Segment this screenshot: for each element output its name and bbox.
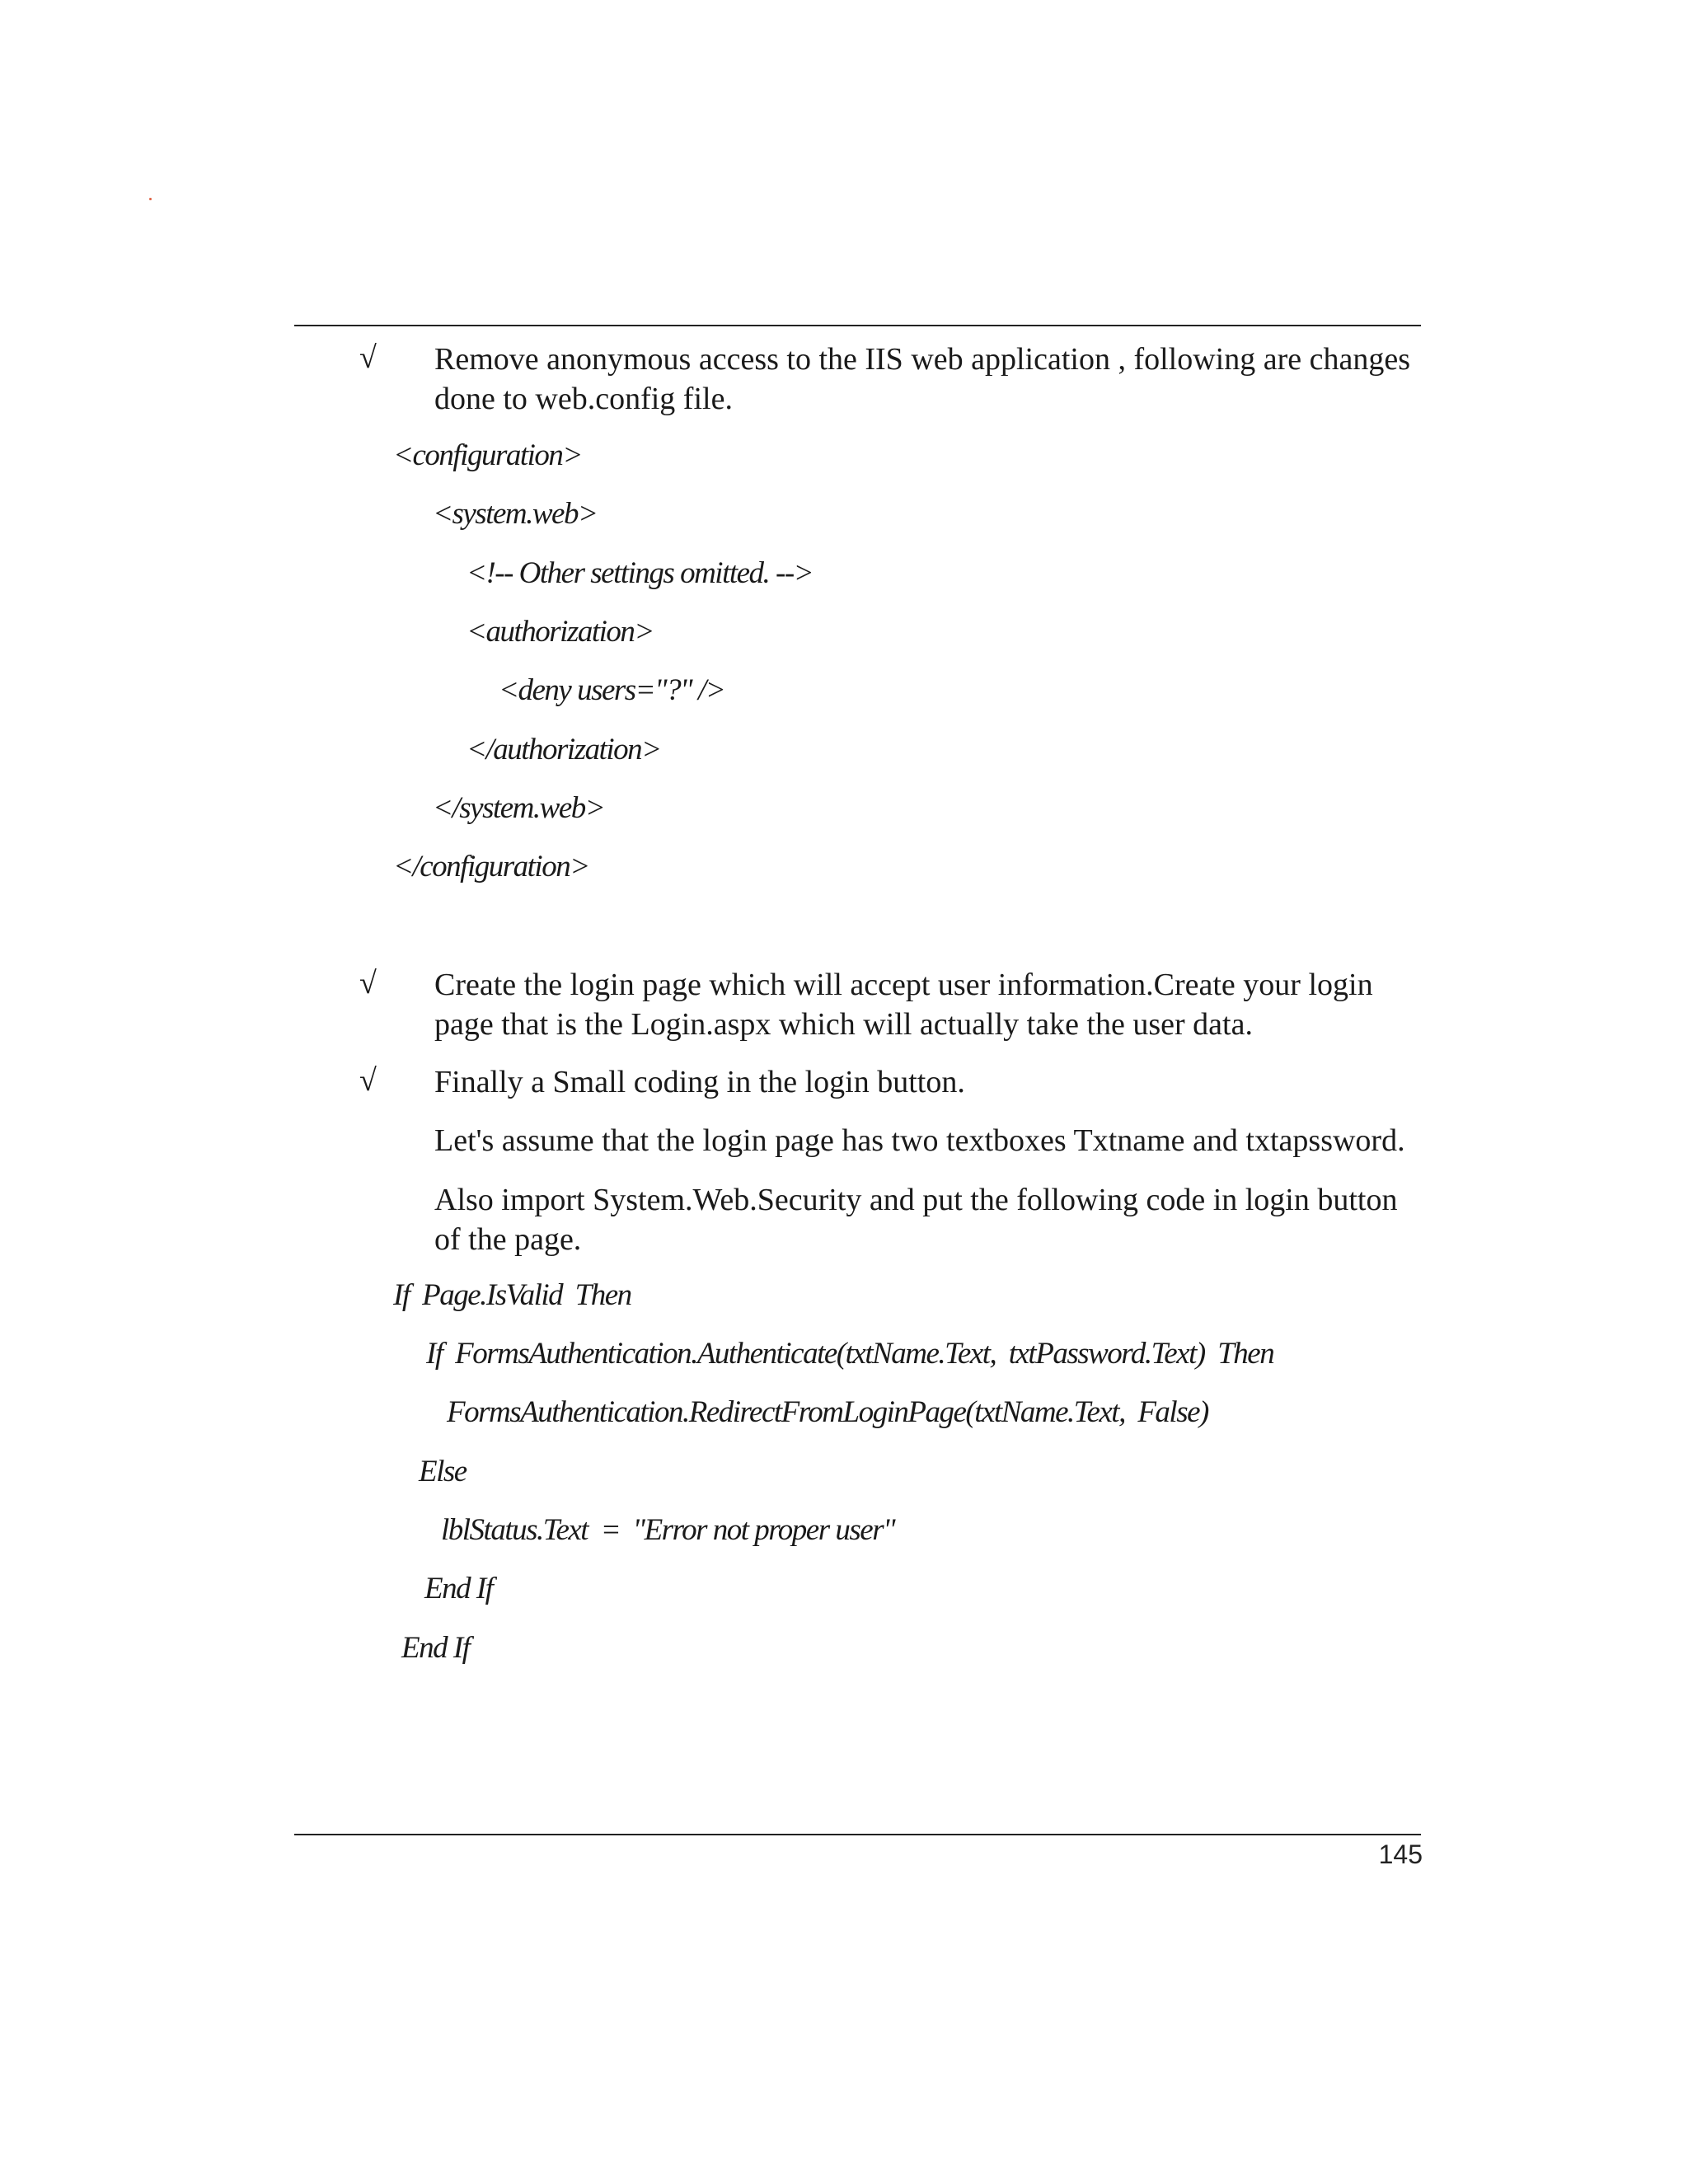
code-line: </configuration> <box>393 850 589 883</box>
footer-rule <box>294 1834 1421 1835</box>
code-line: </system.web> <box>433 791 605 825</box>
checkmark-bullet-icon: √ <box>359 966 377 1001</box>
checkmark-bullet-icon: √ <box>359 340 377 375</box>
code-line: <!-- Other settings omitted. --> <box>467 556 814 590</box>
bullet-text: Create the login page which will accept user information.Create your login page that is the Login.aspx which will actually take the user data. <box>434 968 1373 1042</box>
scan-speck <box>149 198 152 200</box>
bullet-text: Remove anonymous access to the IIS web application , following are changes done to web.config file. <box>434 342 1410 416</box>
code-line: If Page.IsValid Then <box>393 1278 631 1312</box>
code-line: lblStatus.Text = "Error not proper user" <box>441 1513 895 1547</box>
bullet-text: Finally a Small coding in the login button. <box>434 1065 965 1099</box>
paragraph-import-security: Also import System.Web.Security and put the following code in login button of the page. <box>434 1183 1398 1257</box>
code-line: FormsAuthentication.RedirectFromLoginPage(txtName.Text, False) <box>447 1395 1208 1429</box>
checkmark-bullet-icon: √ <box>359 1063 377 1098</box>
code-line: If FormsAuthentication.Authenticate(txtName.Text, txtPassword.Text) Then <box>426 1337 1274 1371</box>
page-number: 145 <box>1378 1840 1423 1869</box>
code-line: Else <box>419 1455 467 1488</box>
code-line: End If <box>401 1631 470 1665</box>
paragraph-textboxes: Let's assume that the login page has two textboxes Txtname and txtapssword. <box>434 1123 1405 1158</box>
code-line: <authorization> <box>467 615 654 649</box>
code-line: <configuration> <box>393 438 582 472</box>
header-rule <box>294 325 1421 326</box>
code-line: <deny users="?" /> <box>499 673 725 707</box>
code-line: <system.web> <box>433 497 598 531</box>
code-line: End If <box>424 1572 493 1605</box>
code-line: </authorization> <box>467 733 661 766</box>
